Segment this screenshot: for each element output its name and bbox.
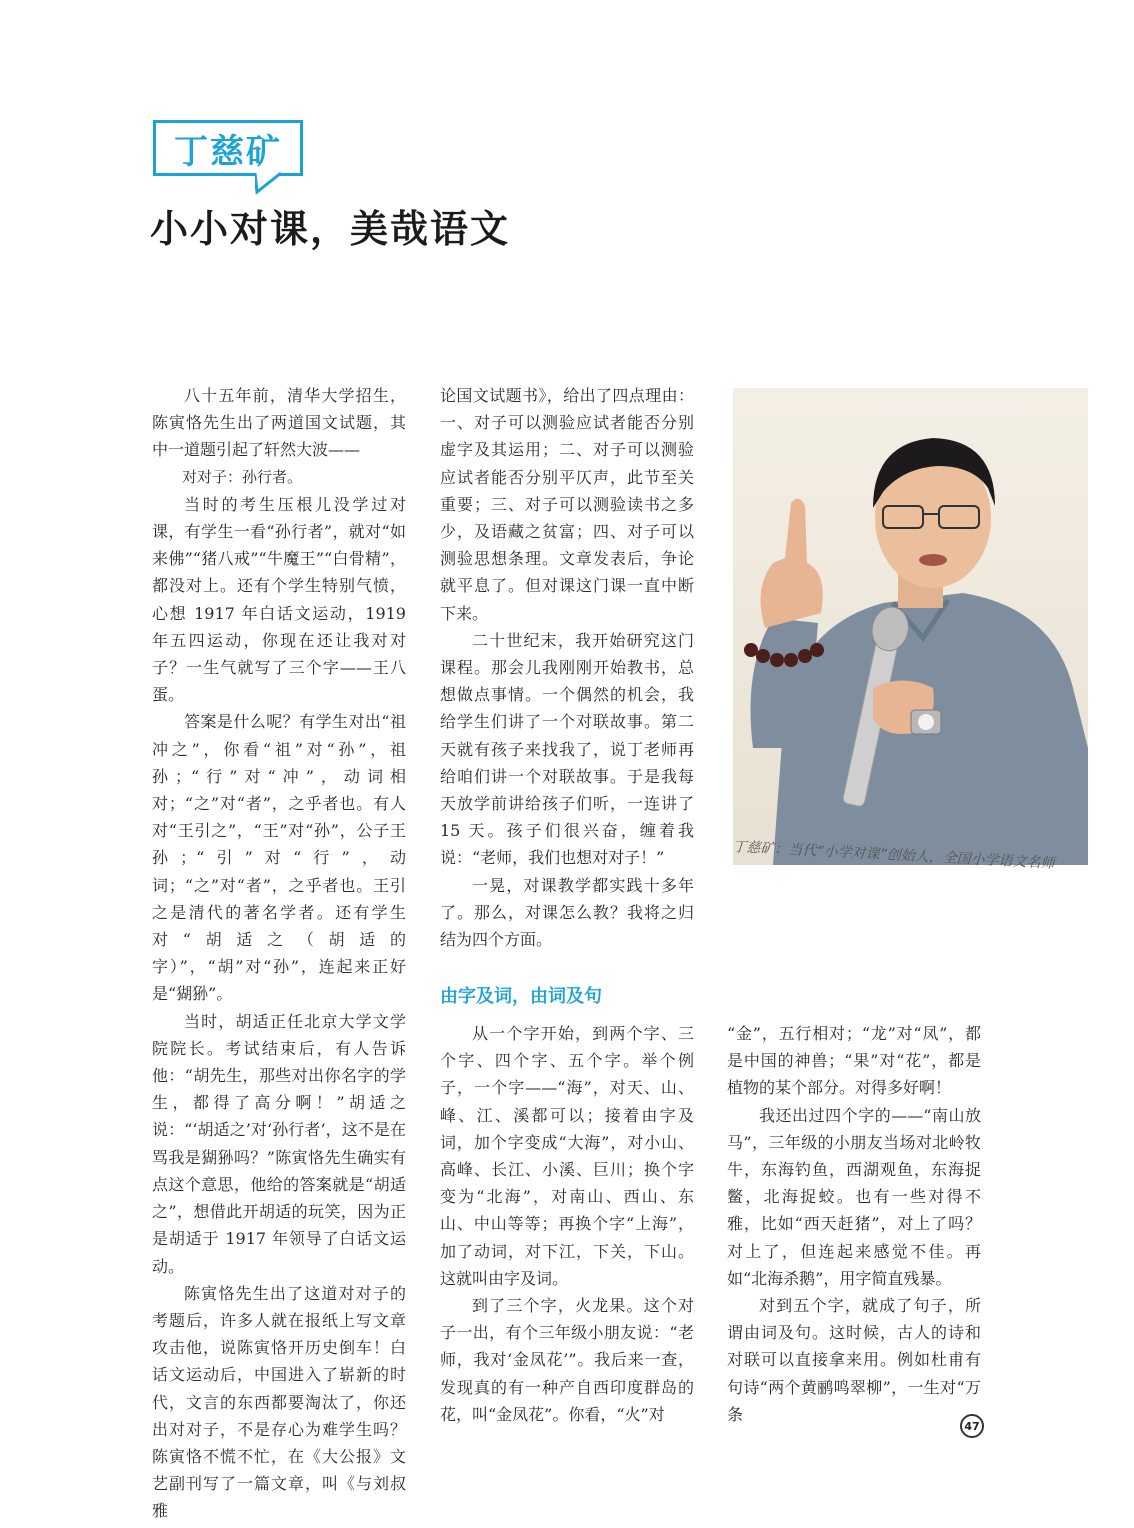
paragraph: 一晃，对课教学都实践十多年了。那么，对课怎么教？我将之归结为四个方面。	[440, 875, 694, 950]
page-number: 47	[960, 1414, 984, 1438]
author-photo-illustration	[733, 388, 1088, 865]
author-name-box	[153, 120, 303, 176]
paragraph: 当时的考生压根儿没学过对课，有学生一看“孙行者”，就对“如来佛”“猪八戒”“牛魔王”“白骨精”，都没对上。还有个学生特别气愤，心想 1917 年白话文运动，1919 年五四运动，你现在还让我对对子？一生气就写了三个字——王八蛋。	[152, 494, 406, 705]
speech-tail-icon	[255, 172, 285, 196]
section-heading: 由字及词，由词及句	[440, 986, 602, 1007]
column-2	[440, 382, 694, 953]
paragraph: 我还出过四个字的——“南山放马”，三年级的小朋友当场对北岭牧牛，东海钓鱼，西湖观鱼，东海捉鳖，北海捉蛟。也有一些对得不雅，比如“西天赶猪”，对上了吗？对上了，但连起来感觉不佳。再如“北海杀鹅”，用字简直残暴。	[727, 1105, 981, 1288]
paragraph: 八十五年前，清华大学招生，陈寅恪先生出了两道国文试题，其中一道题引起了轩然大波——	[152, 386, 406, 460]
paragraph: 陈寅恪先生出了这道对对子的考题后，许多人就在报纸上写文章攻击他，说陈寅恪开历史倒车！白话文运动后，中国进入了崭新的时代，文言的东西都要淘汰了，你还出对对子，不是存心为难学生吗？陈寅恪不慌不忙，在《大公报》文艺副刊写了一篇文章，叫《与刘叔雅	[152, 1283, 406, 1521]
paragraph: 当时，胡适正任北京大学文学院院长。考试结束后，有人告诉他：“胡先生，那些对出你名字的学生，都得了高分啊！”胡适之说：“‘胡适之’对‘孙行者’，这不是在骂我是猢狲吗？”陈寅恪先生确实有点这个意思，他给的答案就是“胡适之”，想借此开胡适的玩笑，因为正是胡适于 1917 年领导了白话文运动。	[152, 1011, 406, 1276]
author-name: 丁慈矿	[174, 131, 282, 172]
paragraph: 论国文试题书》，给出了四点理由：一、对子可以测验应试者能否分别虚字及其运用；二、对子可以测验应试者能否分别平仄声，此节至关重要；三、对子可以测验读书之多少，及语藏之贫富；四、对子可以测验思想条理。文章发表后，争论就平息了。但对课这门课一直中断下来。	[440, 386, 694, 623]
paragraph-quote: 对对子：孙行者。	[182, 467, 303, 486]
paragraph: 到了三个字，火龙果。这个对子一出，有个三年级小朋友说：“老师，我对‘金凤花’”。我后来一查，发现真的有一种产自西印度群岛的花，叫“金凤花”。你看，“火”对	[440, 1296, 694, 1424]
paragraph: 二十世纪末，我开始研究这门课程。那会儿我刚刚开始教书，总想做点事情。一个偶然的机会，我给学生们讲了一个对联故事。第二天就有孩子来找我了，说丁老师再给咱们讲一个对联故事。于是我每天放学前讲给孩子们听，一连讲了 15 天。孩子们很兴奋，缠着我说：“老师，我们也想对对子！”	[440, 630, 694, 868]
paragraph: 从一个字开始，到两个字、三个字、四个字、五个字。举个例子，一个字——“海”，对天、山、峰、江、溪都可以；接着由字及词，加个字变成“大海”，对小山、高峰、长江、小溪、巨川；换个字变为“北海”，对南山、西山、东山、中山等等；再换个字“上海”，加了动词，对下江，下关，下山。这就叫由字及词。	[440, 1024, 694, 1288]
article-title: 小小对课，美哉语文	[150, 207, 511, 251]
column-1	[152, 382, 406, 1525]
paragraph: 答案是什么呢？有学生对出“祖冲之”，你看“祖”对“孙”，祖孙；“行”对“冲”，动词相对；“之”对“者”，之乎者也。有人对“王引之”，“王”对“孙”，公子王孙；“引”对“行”，动词；“之”对“者”，之乎者也。王引之是清代的著名学者。还有学生对“胡适之（胡适的字）”，“胡”对“孙”，连起来正好是“猢狲”。	[152, 712, 406, 1004]
column-3	[440, 1020, 694, 1428]
photo-caption: 丁慈矿：当代“小学对课”创始人，全国小学语文名师	[732, 838, 1055, 872]
paragraph: “金”，五行相对；“龙”对“凤”，都是中国的神兽；“果”对“花”，都是植物的某个部分。对得多好啊！	[727, 1024, 981, 1098]
paragraph: 对到五个字，就成了句子，所谓由词及句。这时候，古人的诗和对联可以直接拿来用。例如杜甫有句诗“两个黄鹂鸣翠柳”，一生对“万条	[727, 1296, 981, 1424]
column-4	[727, 1020, 981, 1428]
author-photo	[733, 388, 1088, 865]
